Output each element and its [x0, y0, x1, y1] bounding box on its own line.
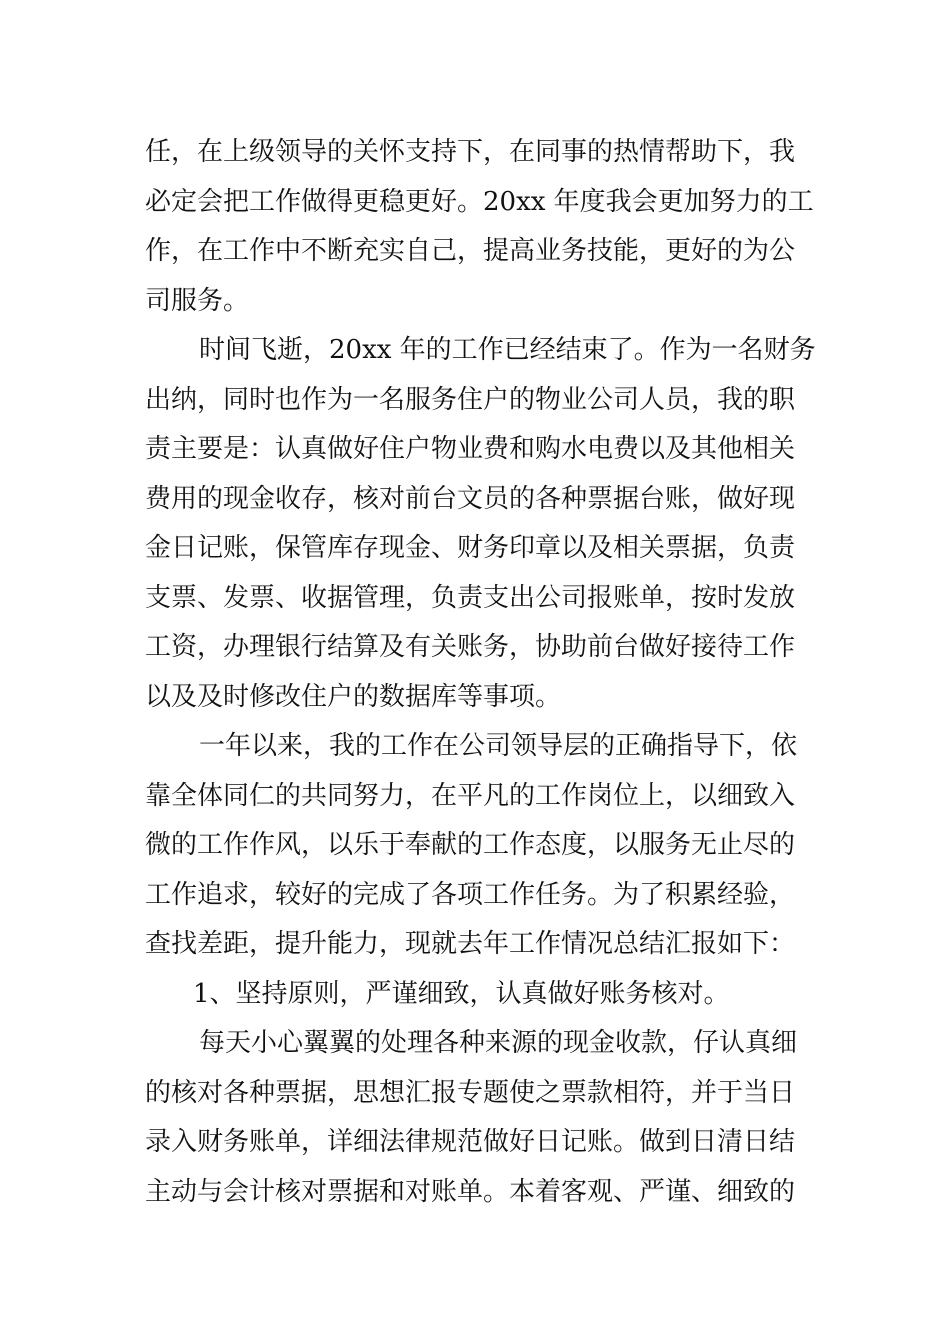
text-line: 查找差距，提升能力，现就去年工作情况总结汇报如下：: [145, 929, 796, 959]
text-line: 司服务。: [145, 285, 250, 316]
section-heading: [145, 970, 810, 1020]
text-line: 每天小心翼翼的处理各种来源的现金收款，仔认真细: [199, 1028, 798, 1058]
paragraph: [145, 1019, 810, 1217]
text-line: 录入财务账单，详细法律规范做好日记账。做到日清日结: [145, 1127, 796, 1157]
paragraph: [145, 722, 810, 970]
text-line: 的核对各种票据，思想汇报专题使之票款相符，并于当日: [145, 1077, 796, 1108]
text-line: 必定会把工作做得更稳更好。20xx 年度我会更加努力的工: [145, 186, 814, 217]
text-line: 主动与会计核对票据和对账单。本着客观、严谨、细致的: [145, 1176, 796, 1207]
text-line: 1、坚持原则，严谨细致，认真做好账务核对。: [193, 978, 730, 1009]
paragraph: [145, 326, 816, 722]
text-line: 作，在工作中不断充实自己，提高业务技能，更好的为公: [145, 236, 796, 266]
text-line: 出纳，同时也作为一名服务住户的物业公司人员，我的职: [145, 384, 796, 415]
text-line: 一年以来，我的工作在公司领导层的正确指导下，依: [199, 731, 798, 761]
text-line: 微的工作作风，以乐于奉献的工作态度，以服务无止尽的: [145, 830, 796, 860]
text-line: 责主要是：认真做好住户物业费和购水电费以及其他相关: [145, 434, 796, 464]
text-line: 费用的现金收存，核对前台文员的各种票据台账，做好现: [145, 483, 796, 514]
text-line: 任，在上级领导的关怀支持下，在同事的热情帮助下，我: [145, 137, 796, 167]
text-line: 工资，办理银行结算及有关账务，协助前台做好接待工作: [145, 632, 796, 662]
paragraph: [145, 128, 814, 326]
text-line: 以及及时修改住户的数据库等事项。: [145, 681, 562, 712]
text-line: 时间飞逝，20xx 年的工作已经结束了。作为一名财务: [199, 335, 816, 365]
text-line: 金日记账，保管库存现金、财务印章以及相关票据，负责: [145, 533, 796, 563]
document-body: [145, 128, 816, 1217]
text-line: 靠全体同仁的共同努力，在平凡的工作岗位上，以细致入: [145, 780, 796, 811]
text-line: 支票、发票、收据管理，负责支出公司报账单，按时发放: [145, 582, 796, 613]
text-line: 工作追求，较好的完成了各项工作任务。为了积累经验，: [145, 879, 796, 910]
